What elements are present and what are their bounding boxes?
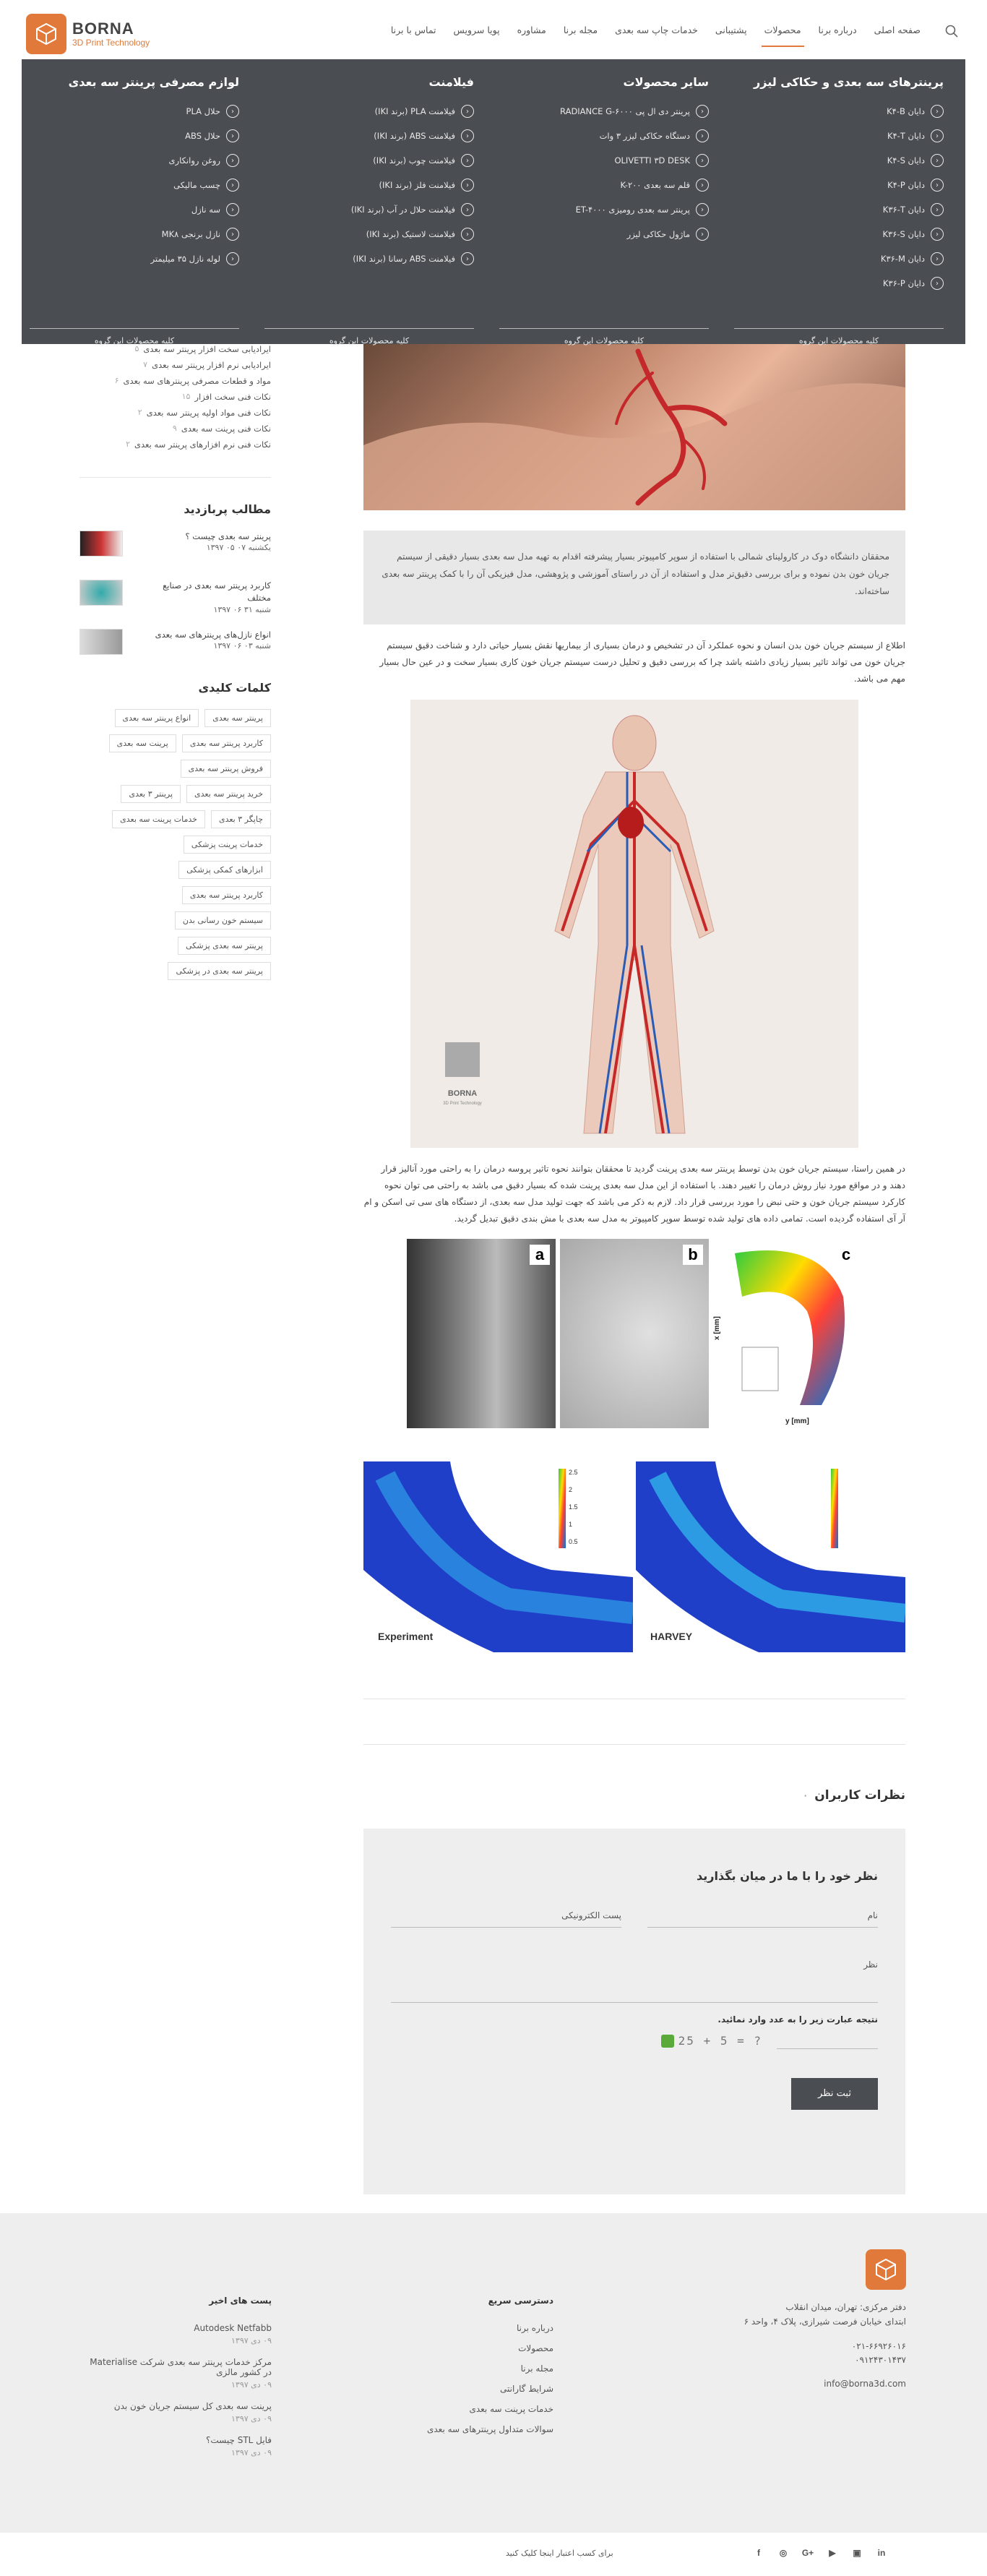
captcha-label: نتیجه عبارت زیر را به عدد وارد نمائید. (717, 2014, 878, 2025)
brand-logo[interactable] (26, 14, 150, 53)
tag[interactable]: پرینت سه بعدی (109, 734, 176, 752)
mega-menu-item[interactable] (734, 271, 944, 296)
brand-name: BORNA (72, 20, 134, 38)
simulation-comparison-figure (363, 1461, 905, 1652)
category-count: ۲ (137, 408, 142, 417)
experiment-caption: Experiment (378, 1630, 434, 1642)
mega-menu-item-label: فیلامنت چوب (برند IKI) (373, 155, 455, 166)
mega-menu-item-label: لوله نازل ۳۵ میلیمتر (150, 254, 220, 264)
tag[interactable]: پرینتر ۳ بعدی (121, 785, 181, 803)
nav-item[interactable]: صفحه اصلی (874, 25, 921, 35)
mega-menu-item[interactable] (30, 246, 239, 271)
experiment-panel (363, 1461, 633, 1652)
mega-menu-item[interactable] (30, 148, 239, 173)
recent-post-title: Autodesk Netfabb (194, 2323, 272, 2333)
view-all-link[interactable]: کلیه محصولات این گروه (264, 328, 474, 345)
category-item[interactable] (79, 439, 271, 455)
mega-menu-item-label: پرینتر سه بعدی رومیزی ET-۴۰۰۰ (575, 205, 690, 215)
footer-phones[interactable]: ۰۲۱-۶۶۹۲۶۰۱۶ ۰۹۱۲۴۳۰۱۴۳۷ (851, 2340, 906, 2365)
footer-link[interactable]: مجله برنا (520, 2364, 553, 2374)
mega-menu-item[interactable] (264, 173, 474, 197)
recent-post[interactable] (84, 2323, 272, 2345)
mega-menu-item-label: دایان K۳۶-M (880, 254, 925, 264)
mega-menu-item-label: دایان K۳۶-P (882, 278, 925, 288)
tag[interactable]: پرینتر سه بعدی در پزشکی (168, 962, 271, 980)
category-count: ۵ (134, 344, 139, 353)
mega-menu-item-label: نازل برنجی MK۸ (161, 229, 220, 239)
mega-menu-item[interactable] (264, 222, 474, 246)
tag-row (184, 836, 271, 854)
tag[interactable]: خدمات پرینت پزشکی (184, 836, 271, 854)
nav-item[interactable]: مجله برنا (563, 25, 598, 35)
mega-menu-item-label: دایان K۴-T (887, 131, 925, 141)
tag[interactable]: خدمات پرینت سه بعدی (112, 810, 205, 828)
chevron-icon: ‹ (461, 179, 474, 192)
mega-column (30, 75, 239, 345)
mega-menu-item[interactable] (499, 148, 709, 173)
category-label: نکات فنی پرینت سه بعدی (181, 424, 271, 434)
nav-item[interactable]: تماس با برنا (390, 25, 436, 35)
color-scale-tick: 2.5 (569, 1468, 578, 1476)
figure-watermark-text: BORNA (447, 1089, 478, 1099)
hero-image-hand-vessels (363, 344, 905, 510)
panel-b-scan (560, 1239, 709, 1428)
recent-post-title: پرینت سه بعدی کل سیستم جریان خون بدن (113, 2401, 272, 2411)
panel-a-label: a (530, 1245, 550, 1265)
recent-post-date: ۰۹ دی ۱۳۹۷ (231, 2414, 272, 2423)
footer-link[interactable]: سوالات متداول پرینترهای سه بعدی (426, 2424, 553, 2434)
popular-post-date: شنبه ۰۳ ۰۶ ۱۳۹۷ (213, 641, 271, 651)
category-count: ۱۵ (181, 392, 191, 401)
mega-menu-item-label: دستگاه حکاکی لیزر ۳ وات (599, 131, 690, 141)
panel-c-label: c (836, 1245, 856, 1265)
chevron-icon: ‹ (226, 129, 239, 142)
tag-row (178, 937, 271, 955)
article-paragraph-1: اطلاع از سیستم جریان خون بدن انسان و نحوه عملکرد آن در تشخیص و درمان بسیاری از بیماریها نقش بسیار حیاتی دارد و شناخت دقیق سیستم جریان خون می تواند تاثیر بسیار زیادی داشته باشد چرا که بررسی دقیق و تحلیل درست سیستم جریان خون کاری بسیار سخت و در عین حال بسیار مهم می باشد. (379, 640, 905, 684)
nav-item[interactable]: مشاوره (517, 25, 546, 35)
popular-post-date: شنبه ۳۱ ۰۶ ۱۳۹۷ (213, 604, 271, 614)
mega-column-title: پرینترهای سه بعدی و حکاکی لیزر (754, 75, 944, 89)
tag[interactable]: کاربرد پرینتر سه بعدی (182, 734, 271, 752)
mega-menu-item-label: OLIVETTI ۳D DESK (614, 155, 690, 166)
mega-menu-item[interactable] (499, 173, 709, 197)
popular-post-date: یکشنبه ۰۷ ۰۵ ۱۳۹۷ (206, 543, 271, 553)
submit-comment-button[interactable]: ثبت نظر (791, 2078, 878, 2110)
popular-post-text (137, 580, 271, 614)
products-mega-menu (22, 59, 965, 344)
chevron-icon: ‹ (931, 228, 944, 241)
tag-row (175, 911, 271, 929)
category-label: نکات فنی نرم افزارهای پرینتر سه بعدی (134, 439, 271, 450)
site-header (0, 0, 987, 59)
mega-menu-item-label: فیلامنت لاستیک (برند IKI) (366, 229, 455, 239)
footer-address: دفتر مرکزی: تهران، میدان انقلاب ابتدای خیابان فرصت شیرازی، پلاک ۴، واحد ۶ (744, 2302, 906, 2327)
popular-post-title: کاربرد پرینتر سه بعدی در صنایع مختلف (163, 580, 271, 604)
mega-menu-item[interactable] (734, 246, 944, 271)
chevron-icon: ‹ (931, 129, 944, 142)
divider (363, 1744, 905, 1745)
mega-menu-item[interactable] (30, 173, 239, 197)
mega-menu-item[interactable] (30, 99, 239, 124)
circulatory-system-figure (410, 700, 858, 1148)
aparat-icon[interactable]: ▣ (853, 2548, 861, 2558)
footer-quick-links (380, 2249, 553, 2444)
recent-post-date: ۰۹ دی ۱۳۹۷ (231, 2336, 272, 2345)
chevron-icon: ‹ (931, 105, 944, 118)
category-item[interactable] (79, 408, 271, 424)
chevron-icon: ‹ (461, 228, 474, 241)
comments-title-text: نظرات کاربران (814, 1787, 905, 1803)
mega-menu-item-label: فیلامنت فلز (برند IKI) (379, 180, 455, 190)
tag-cloud (79, 709, 271, 980)
category-label: ایرادیابی سخت افزار پرینتر سه بعدی (143, 344, 271, 354)
mega-menu-item[interactable] (30, 124, 239, 148)
recent-post-date: ۰۹ دی ۱۳۹۷ (231, 2448, 272, 2457)
category-count: ۷ (143, 360, 148, 369)
color-scale-tick: 1.5 (569, 1503, 578, 1511)
footer-logo-icon[interactable] (866, 2249, 906, 2290)
chevron-icon: ‹ (461, 105, 474, 118)
quick-links-title: دسترسی سریع (488, 2296, 553, 2306)
view-all-link[interactable]: کلیه محصولات این گروه (30, 328, 239, 345)
mega-menu-item-label: حلال ABS (185, 131, 220, 141)
footer-recent-posts (84, 2249, 272, 2469)
category-count: ۹ (172, 424, 177, 433)
recent-post-date: ۰۹ دی ۱۳۹۷ (231, 2380, 272, 2390)
divider (79, 477, 271, 478)
nav-item[interactable]: پویا سرویس (453, 25, 500, 35)
mega-menu-item[interactable] (499, 124, 709, 148)
chevron-icon: ‹ (226, 252, 239, 265)
comment-form (363, 1829, 905, 2194)
tag[interactable]: کاربرد پرینتر سه بعدی (182, 886, 271, 904)
category-list (79, 344, 271, 455)
popular-post-thumbnail[interactable] (79, 531, 123, 557)
nav-item[interactable]: خدمات چاپ سه بعدی (615, 25, 698, 35)
category-count: ۲ (126, 439, 130, 449)
popular-post-text (137, 629, 271, 651)
tags-title: کلمات کلیدی (198, 681, 271, 695)
popular-post[interactable] (79, 580, 271, 613)
chevron-icon: ‹ (696, 154, 709, 167)
instagram-icon[interactable]: ◎ (779, 2548, 788, 2558)
nav-item[interactable]: درباره برنا (818, 25, 857, 35)
mega-column-title: فیلامنت (428, 75, 474, 89)
footer-link[interactable]: درباره برنا (517, 2323, 553, 2333)
panel-c-y-axis: x [mm] (713, 1315, 721, 1340)
mega-menu-item-label: حلال PLA (186, 106, 220, 116)
recent-post[interactable] (84, 2357, 272, 2390)
mega-menu-item-label: فیلامنت PLA (برند IKI) (374, 106, 455, 116)
category-item[interactable] (79, 344, 271, 360)
category-item[interactable] (79, 424, 271, 439)
footer-link[interactable]: محصولات (518, 2343, 553, 2353)
mega-menu-item-label: پرینتر دی ال پی RADIANCE G-۶۰۰۰ (560, 106, 690, 116)
mega-menu-item[interactable] (264, 99, 474, 124)
mega-menu-item[interactable] (264, 246, 474, 271)
email-field[interactable]: پست الکترونیکی (391, 1907, 621, 1928)
chevron-icon: ‹ (931, 179, 944, 192)
captcha-input[interactable] (777, 2033, 878, 2049)
footer-link[interactable]: شرایط گارانتی (499, 2384, 553, 2394)
mega-menu-item-label: سه نازل (191, 205, 220, 215)
panel-c-x-axis: y [mm] (785, 1417, 809, 1425)
mega-menu-item[interactable] (734, 124, 944, 148)
form-title: نظر خود را با ما در میان بگذارید (697, 1868, 878, 1883)
tag-row (115, 709, 271, 727)
captcha-expression: 25 + 5 = ? (678, 2034, 762, 2048)
article-paragraph-2: در همین راستا، سیستم جریان خون بدن توسط پرینتر سه بعدی پرینت گردید تا محققان بتوانند نحوه تاثیر پروسه درمان را به راحتی مورد آنالیز قرار دهند و در مواقع مورد نیاز روش درمان را تغییر دهند. با استفاده از این مدل سه بعدی پرینت شده که بسیار دقیق می باشد به راحتی می توان نحوه کارکرد سیستم جریان خون و حتی نبض را مورد بررسی قرار داد. لازم به ذکر می باشد که جهت تولید مدل سه بعدی، از دستگاه های سی تی اسکن و ام آر آی استفاده گردیده است. تمامی داده های تولید شده توسط سوپر کامپیوتر به مدل سه بعدی با مش بندی دقیق تبدیل گردید. (363, 1164, 905, 1224)
tag[interactable]: فروش پرینتر سه بعدی (181, 760, 271, 778)
sidebar (79, 344, 271, 980)
footer-contact (704, 2249, 906, 2389)
mega-menu-item[interactable] (734, 173, 944, 197)
mega-menu-item[interactable] (30, 197, 239, 222)
mega-menu-item[interactable] (499, 99, 709, 124)
social-links (751, 2546, 889, 2560)
view-all-link[interactable]: کلیه محصولات این گروه (499, 328, 709, 345)
recent-post[interactable] (84, 2401, 272, 2423)
linkedin-icon[interactable]: in (877, 2548, 886, 2558)
chevron-icon: ‹ (461, 252, 474, 265)
tag[interactable]: پرینتر سه بعدی (204, 709, 271, 727)
chevron-icon: ‹ (931, 252, 944, 265)
mega-column-title: لوازم مصرفی پرینتر سه بعدی (68, 75, 239, 89)
mega-menu-item[interactable] (734, 222, 944, 246)
footer-link[interactable]: خدمات پرینت سه بعدی (469, 2404, 553, 2414)
category-label: ایرادیابی نرم افزار پرینتر سه بعدی (152, 360, 271, 370)
tag[interactable]: انواع پرینتر سه بعدی (115, 709, 199, 727)
tag[interactable]: چاپگر ۳ بعدی (211, 810, 271, 828)
vessel-comparison-figure (407, 1239, 862, 1428)
mega-menu-item-label: فیلامنت حلال در آب (برند IKI) (350, 205, 455, 215)
tag-row (178, 861, 271, 879)
recent-post[interactable] (84, 2435, 272, 2457)
chevron-icon: ‹ (226, 203, 239, 216)
recent-posts-title: پست های اخیر (209, 2296, 272, 2306)
search-icon[interactable] (945, 25, 958, 38)
chevron-icon: ‹ (226, 179, 239, 192)
captcha-refresh-icon[interactable] (661, 2035, 674, 2048)
mega-menu-item-label: دایان K۳۶-S (882, 229, 925, 239)
article-quote: محققان دانشگاه دوک در کارولینای شمالی با استفاده از سوپر کامپیوتر بسیار پیشرفته اقدام به تهیه مدل سه بعدی بسیار دقیقی از سیستم جریان خون بدن نموده و برای بررسی دقیق‌تر مدل و استفاده از آن در راستای آموزشی و پژوهشی، مدل فیزیکی آن را با کمک پرینتر سه بعدی ساخته‌اند. (363, 531, 905, 624)
harvey-panel (636, 1461, 905, 1652)
chevron-icon: ‹ (461, 154, 474, 167)
tag[interactable]: پرینتر سه بعدی پزشکی (178, 937, 271, 955)
category-item[interactable] (79, 392, 271, 408)
mega-menu-item-label: روغن روانکاری (168, 155, 220, 166)
cube-logo-icon (26, 14, 66, 54)
chevron-icon: ‹ (931, 277, 944, 290)
comments-title (363, 1788, 905, 1803)
chevron-icon: ‹ (696, 203, 709, 216)
view-all-link[interactable]: کلیه محصولات این گروه (734, 328, 944, 345)
tag-row (109, 734, 271, 752)
tag[interactable]: ابزارهای کمکی پزشکی (178, 861, 271, 879)
category-label: نکات فنی مواد اولیه پرینتر سه بعدی (146, 408, 271, 418)
mega-menu-item-label: دایان K۴-P (887, 180, 925, 190)
mega-menu-item[interactable] (264, 148, 474, 173)
tag-row (182, 886, 271, 904)
site-footer (0, 2213, 987, 2533)
mega-menu-item[interactable] (264, 124, 474, 148)
nav-item[interactable]: محصولات (756, 22, 810, 38)
color-scale-tick: 2 (569, 1485, 573, 1493)
popular-post-title: پرینتر سه بعدی چیست ؟ (185, 531, 271, 541)
color-scale-tick: 1 (569, 1520, 573, 1528)
harvey-caption: HARVEY (650, 1630, 693, 1642)
chevron-icon: ‹ (226, 228, 239, 241)
comment-textarea[interactable]: نظر (391, 1957, 878, 2003)
category-item[interactable] (79, 360, 271, 376)
mega-menu-item[interactable] (264, 197, 474, 222)
panel-b-label: b (683, 1245, 703, 1265)
footer-bottom-bar (0, 2533, 987, 2576)
mega-menu-item[interactable] (734, 99, 944, 124)
google-plus-icon[interactable]: G+ (801, 2548, 814, 2558)
mega-menu-item-label: دایان K۴-S (887, 155, 925, 166)
main-nav (382, 22, 929, 38)
figure-watermark-sub: 3D Print Technology (443, 1102, 482, 1107)
chevron-icon: ‹ (696, 179, 709, 192)
nav-item[interactable]: پشتیبانی (715, 25, 747, 35)
recent-post-title: مرکز خدمات پرینتر سه بعدی شرکت Materialise در کشور مالزی (90, 2357, 272, 2377)
chevron-icon: ‹ (461, 203, 474, 216)
popular-post-thumbnail[interactable] (79, 580, 123, 606)
brand-tagline: 3D Print Technology (72, 37, 150, 48)
category-item[interactable] (79, 376, 271, 392)
article-main (363, 344, 905, 2194)
recent-post-title: فایل STL چیست؟ (206, 2435, 272, 2445)
mega-column (264, 75, 474, 345)
comments-count: ۰ (802, 1787, 809, 1803)
mega-menu-item-label: دایان K۴-B (887, 106, 925, 116)
category-count: ۶ (114, 376, 119, 385)
footer-email[interactable]: info@borna3d.com (824, 2379, 906, 2390)
panel-a-photo (407, 1239, 556, 1428)
mega-menu-item-label: چسب مالیکی (173, 180, 220, 190)
mega-menu-item-label: دایان K۳۶-T (882, 205, 925, 215)
chevron-icon: ‹ (931, 203, 944, 216)
tag-row (168, 962, 271, 980)
mega-menu-item[interactable] (734, 148, 944, 173)
name-field[interactable]: نام (647, 1907, 878, 1928)
category-label: مواد و قطعات مصرفی پرینترهای سه بعدی (123, 376, 271, 386)
mega-menu-item[interactable] (734, 197, 944, 222)
popular-post[interactable] (79, 629, 271, 662)
mega-menu-item[interactable] (499, 197, 709, 222)
mega-column (499, 75, 709, 345)
mega-menu-item[interactable] (499, 222, 709, 246)
popular-post[interactable] (79, 531, 271, 564)
mega-column-title: سایر محصولات (623, 75, 709, 89)
tag[interactable]: خرید پرینتر سه بعدی (186, 785, 271, 803)
popular-posts-title: مطالب پربازدید (184, 502, 271, 516)
chevron-icon: ‹ (226, 154, 239, 167)
footer-credit-link[interactable]: برای کسب اعتبار اینجا کلیک کنید (506, 2549, 613, 2558)
mega-menu-item-label: قلم سه بعدی K-۲۰۰ (620, 180, 690, 190)
chevron-icon: ‹ (696, 228, 709, 241)
mega-menu-item-label: ماژول حکاکی لیزر (626, 229, 690, 239)
chevron-icon: ‹ (696, 105, 709, 118)
mega-menu-item-label: فیلامنت ABS (برند IKI) (374, 131, 455, 141)
tag-row (181, 760, 271, 778)
tag-row (112, 810, 271, 828)
panel-c-flow-map (713, 1239, 862, 1428)
youtube-icon[interactable]: ▶ (829, 2548, 836, 2558)
chevron-icon: ‹ (226, 105, 239, 118)
chevron-icon: ‹ (696, 129, 709, 142)
mega-menu-item-label: فیلامنت ABS رسانا (برند IKI) (353, 254, 455, 264)
color-scale-tick: 0.5 (569, 1537, 578, 1545)
mega-column (734, 75, 944, 345)
mega-menu-item[interactable] (30, 222, 239, 246)
tag-row (121, 785, 271, 803)
chevron-icon: ‹ (931, 154, 944, 167)
popular-post-text (137, 531, 271, 552)
chevron-icon: ‹ (461, 129, 474, 142)
facebook-icon[interactable]: f (757, 2548, 760, 2558)
tag[interactable]: سیستم خون رسانی بدن (175, 911, 271, 929)
popular-posts-list (79, 531, 271, 662)
category-label: نکات فنی سخت افزار (194, 392, 271, 402)
popular-post-thumbnail[interactable] (79, 629, 123, 655)
popular-post-title: انواع نازل‌های پرینترهای سه بعدی (155, 630, 271, 640)
